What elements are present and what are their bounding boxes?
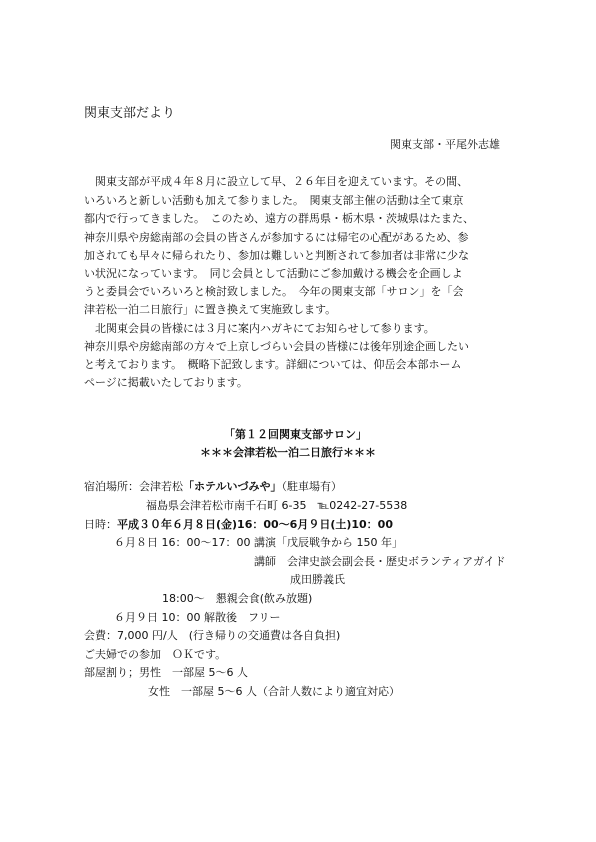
dismissal-line: ６月９日 10：00 解散後 フリー <box>114 611 281 624</box>
venue-label: 宿泊場所：会津若松 <box>84 480 183 493</box>
dinner-line: 18:00～ 懇親会食(飲み放題) <box>162 592 313 605</box>
intro-line: いろいろと新しい活動も加えて参りました。 関東支部主催の活動は全て東京 <box>84 194 464 207</box>
venue-note: （駐車場有） <box>281 480 342 493</box>
rooms-women-line: 女性 一部屋 5～6 人（合計人数により適宜対応） <box>148 685 400 698</box>
venue-line <box>84 480 342 494</box>
intro-line: 北関東会員の皆様には３月に案内ハガキにてお知らせして参ります。 <box>84 322 435 335</box>
fee-line: 会費：7,000 円/人 (行き帰りの交通費は各自負担) <box>84 629 341 642</box>
rooms-men-line: 部屋割り；男性 一部屋 5～6 人 <box>84 666 248 679</box>
intro-line: 神奈川県や房総南部の方々で上京しづらい会員の皆様には後年別途企画したい <box>84 340 469 353</box>
author-line: 関東支部・平尾外志雄 <box>390 138 500 151</box>
intro-line: 神奈川県や房総南部の会員の皆さんが参加するには帰宅の心配があるため、参 <box>84 231 469 244</box>
lecturer-line: 講師 会津史談会副会長・歴史ボランティアガイド <box>254 555 506 568</box>
intro-line: 関東支部が平成４年８月に設立して早、２６年目を迎えています。その間、 <box>84 175 469 188</box>
lecture-line: ６月８日 16：00～17：00 講演「戊辰戦争から 150 年」 <box>114 536 403 549</box>
date-line <box>84 518 393 532</box>
date-value: 平成３０年６月８日(金)16：00～6月９日(土)10：00 <box>117 518 393 531</box>
intro-line: 加されても早々に帰られたり、参加は難しいと判断されて参加者は非常に少な <box>84 249 469 262</box>
address-line: 福島県会津若松市南千石町 6-35 ℡0242-27-5538 <box>146 499 408 512</box>
hotel-name: 「ホテルいづみや」 <box>183 480 282 493</box>
event-title: 「第１２回関東支部サロン」 <box>224 428 367 441</box>
couples-line: ご夫婦での参加 ＯＫです。 <box>84 648 227 661</box>
intro-line: 津若松一泊二日旅行」に置き換えて実施致します。 <box>84 303 337 316</box>
intro-line: 都内で行ってきました。 このため、遠方の群馬県・栃木県・茨城県はたまた、 <box>84 212 475 225</box>
intro-line: い状況になっています。 同じ会員として活動にご参加戴ける機会を企画しよ <box>84 267 463 280</box>
intro-line: ページに掲載いたしております。 <box>84 376 248 389</box>
lecturer-name: 成田勝義氏 <box>290 573 345 586</box>
intro-line: と考えております。 概略下記致します。詳細については、仰岳会本部ホーム <box>84 358 462 371</box>
date-label: 日時： <box>84 518 117 531</box>
event-subtitle: ＊＊＊会津若松一泊二日旅行＊＊＊ <box>200 446 376 459</box>
page-title: 関東支部だより <box>84 106 176 121</box>
intro-line: うと委員会でいろいろと検討致しました。 今年の関東支部「サロン」を「会 <box>84 285 464 298</box>
